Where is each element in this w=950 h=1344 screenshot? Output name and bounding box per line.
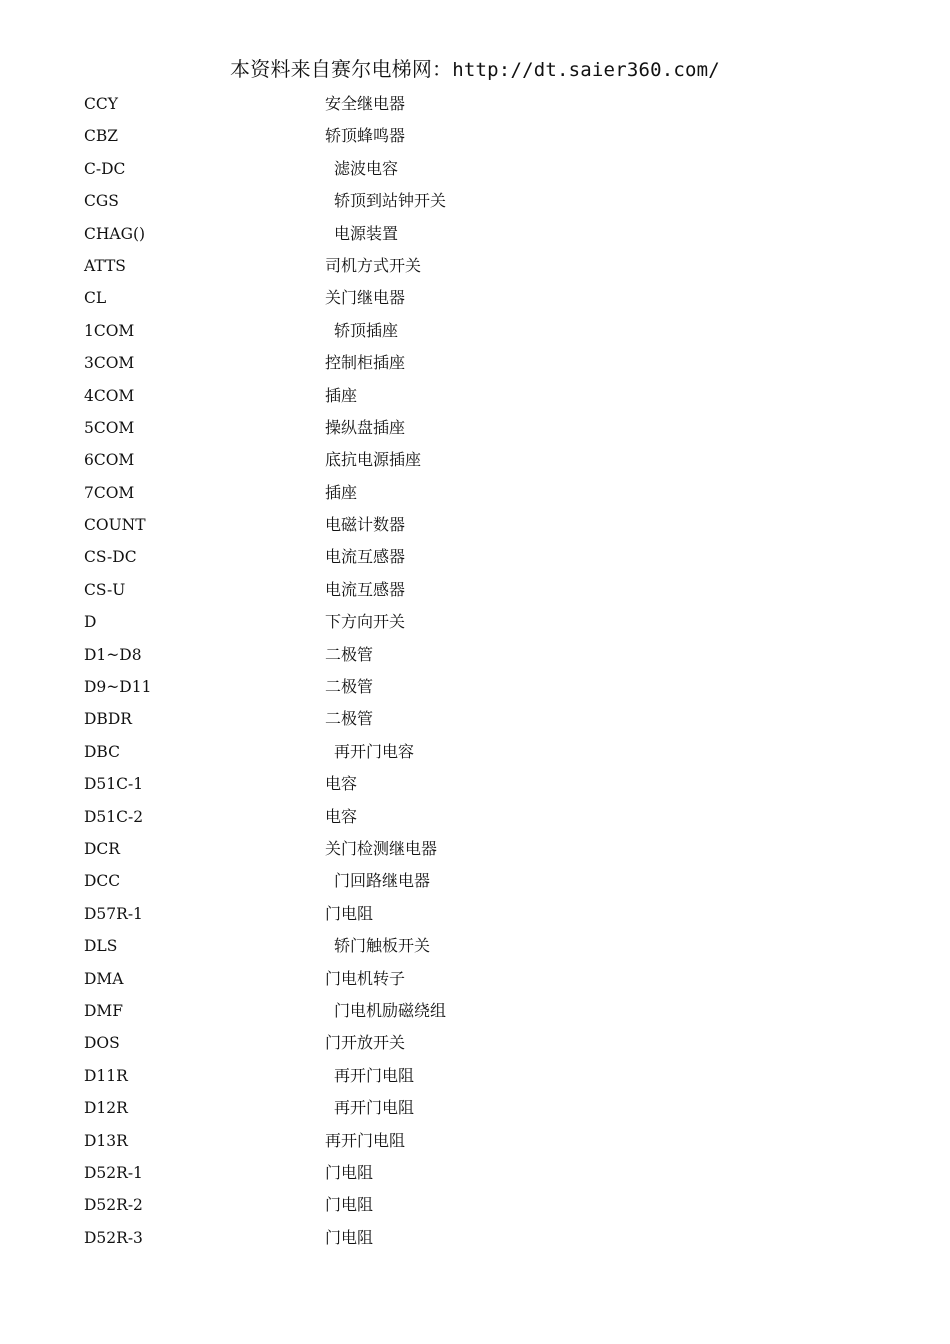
component-description: 电容 [325,806,358,826]
component-description: 下方向开关 [325,612,406,632]
component-description: 关门继电器 [325,288,406,308]
component-code: CCY [84,95,118,113]
header-title: 本资料来自赛尔电梯网： [230,57,453,81]
list-item [0,1125,950,1157]
component-description: 滤波电容 [334,158,399,178]
list-item [0,1157,950,1189]
component-description: 控制柜插座 [325,353,406,373]
list-item [0,963,950,995]
component-description: 电流互感器 [325,547,406,567]
component-code: ATTS [84,256,126,275]
component-code: DMF [84,1001,124,1020]
list-item [0,347,950,379]
component-list [0,88,950,1254]
list-item [0,736,950,768]
list-item [0,1060,950,1092]
list-item [0,671,950,703]
component-code: CHAG() [84,224,146,243]
component-description: 轿顶到站钟开关 [334,191,447,211]
component-description: 门电机励磁绕组 [334,1000,447,1020]
component-description: 二极管 [325,677,374,697]
component-description: 安全继电器 [325,94,406,113]
component-code: D52R-2 [84,1196,143,1215]
component-description: 门电阻 [325,1195,374,1215]
component-description: 再开门电容 [334,741,415,761]
component-code: D51C-2 [84,807,144,826]
component-description: 司机方式开关 [325,255,422,275]
component-code: CS-DC [84,548,137,567]
list-item [0,639,950,671]
list-item [0,703,950,735]
component-code: C-DC [84,159,126,178]
list-item [0,1222,950,1254]
component-code: 3COM [84,354,135,373]
component-description: 操纵盘插座 [325,417,406,437]
list-item [0,930,950,962]
component-description: 轿顶蜂鸣器 [325,126,406,146]
component-code: DOS [84,1034,120,1053]
component-code: D12R [84,1099,128,1118]
list-item [0,801,950,833]
component-code: DBDR [84,710,132,729]
component-description: 电磁计数器 [325,515,406,535]
component-code: CBZ [84,127,119,146]
component-code: CS-U [84,580,126,599]
component-description: 再开门电阻 [325,1130,406,1150]
component-description: 门开放开关 [325,1033,406,1053]
component-description: 门电阻 [325,1162,374,1182]
list-item [0,541,950,573]
component-code: DCR [84,839,120,858]
component-code: 5COM [84,418,135,437]
component-code: DLS [84,937,118,956]
component-description: 二极管 [325,709,374,729]
list-item [0,250,950,282]
component-description: 再开门电阻 [334,1065,415,1085]
component-code: D51C-1 [84,775,144,794]
component-description: 轿顶插座 [334,320,399,340]
list-item [0,995,950,1027]
component-description: 门电机转子 [325,968,406,988]
component-code: D13R [84,1131,128,1150]
list-item [0,509,950,541]
component-code: D9~D11 [84,678,152,697]
list-item [0,1027,950,1059]
component-description: 关门检测继电器 [325,838,438,858]
component-description: 电源装置 [334,223,399,243]
list-item [0,315,950,347]
list-item [0,1092,950,1124]
list-item [0,282,950,314]
component-description: 二极管 [325,644,374,664]
list-item [0,768,950,800]
list-item [0,865,950,897]
page-header [0,55,950,84]
list-item [0,380,950,412]
component-code: DCC [84,872,121,891]
list-item [0,444,950,476]
component-code: D [84,613,97,632]
component-description: 插座 [325,385,358,405]
component-description: 插座 [325,482,358,502]
component-code: 4COM [84,386,135,405]
list-item [0,412,950,444]
component-code: 1COM [84,321,135,340]
component-code: CGS [84,192,119,211]
component-description: 门电阻 [325,903,374,923]
component-code: D52R-1 [84,1163,143,1182]
list-item [0,218,950,250]
component-code: 7COM [84,483,135,502]
list-item [0,898,950,930]
component-code: CL [84,289,107,308]
component-description: 电容 [325,774,358,794]
component-description: 轿门触板开关 [334,936,431,956]
list-item [0,120,950,152]
component-code: D11R [84,1066,128,1085]
list-item [0,88,950,120]
list-item [0,574,950,606]
component-code: D1~D8 [84,645,142,664]
component-description: 门回路继电器 [334,871,431,891]
component-code: DMA [84,969,124,988]
list-item [0,153,950,185]
list-item [0,1189,950,1221]
component-code: D52R-3 [84,1228,143,1247]
component-code: DBC [84,742,120,761]
component-description: 门电阻 [325,1227,374,1247]
component-description: 电流互感器 [325,579,406,599]
list-item [0,833,950,865]
list-item [0,477,950,509]
component-code: 6COM [84,451,135,470]
list-item [0,606,950,638]
component-code: COUNT [84,516,146,535]
list-item [0,185,950,217]
component-description: 底抗电源插座 [325,450,422,470]
header-url: http://dt.saier360.com/ [452,59,720,81]
component-code: D57R-1 [84,904,143,923]
component-description: 再开门电阻 [334,1098,415,1118]
